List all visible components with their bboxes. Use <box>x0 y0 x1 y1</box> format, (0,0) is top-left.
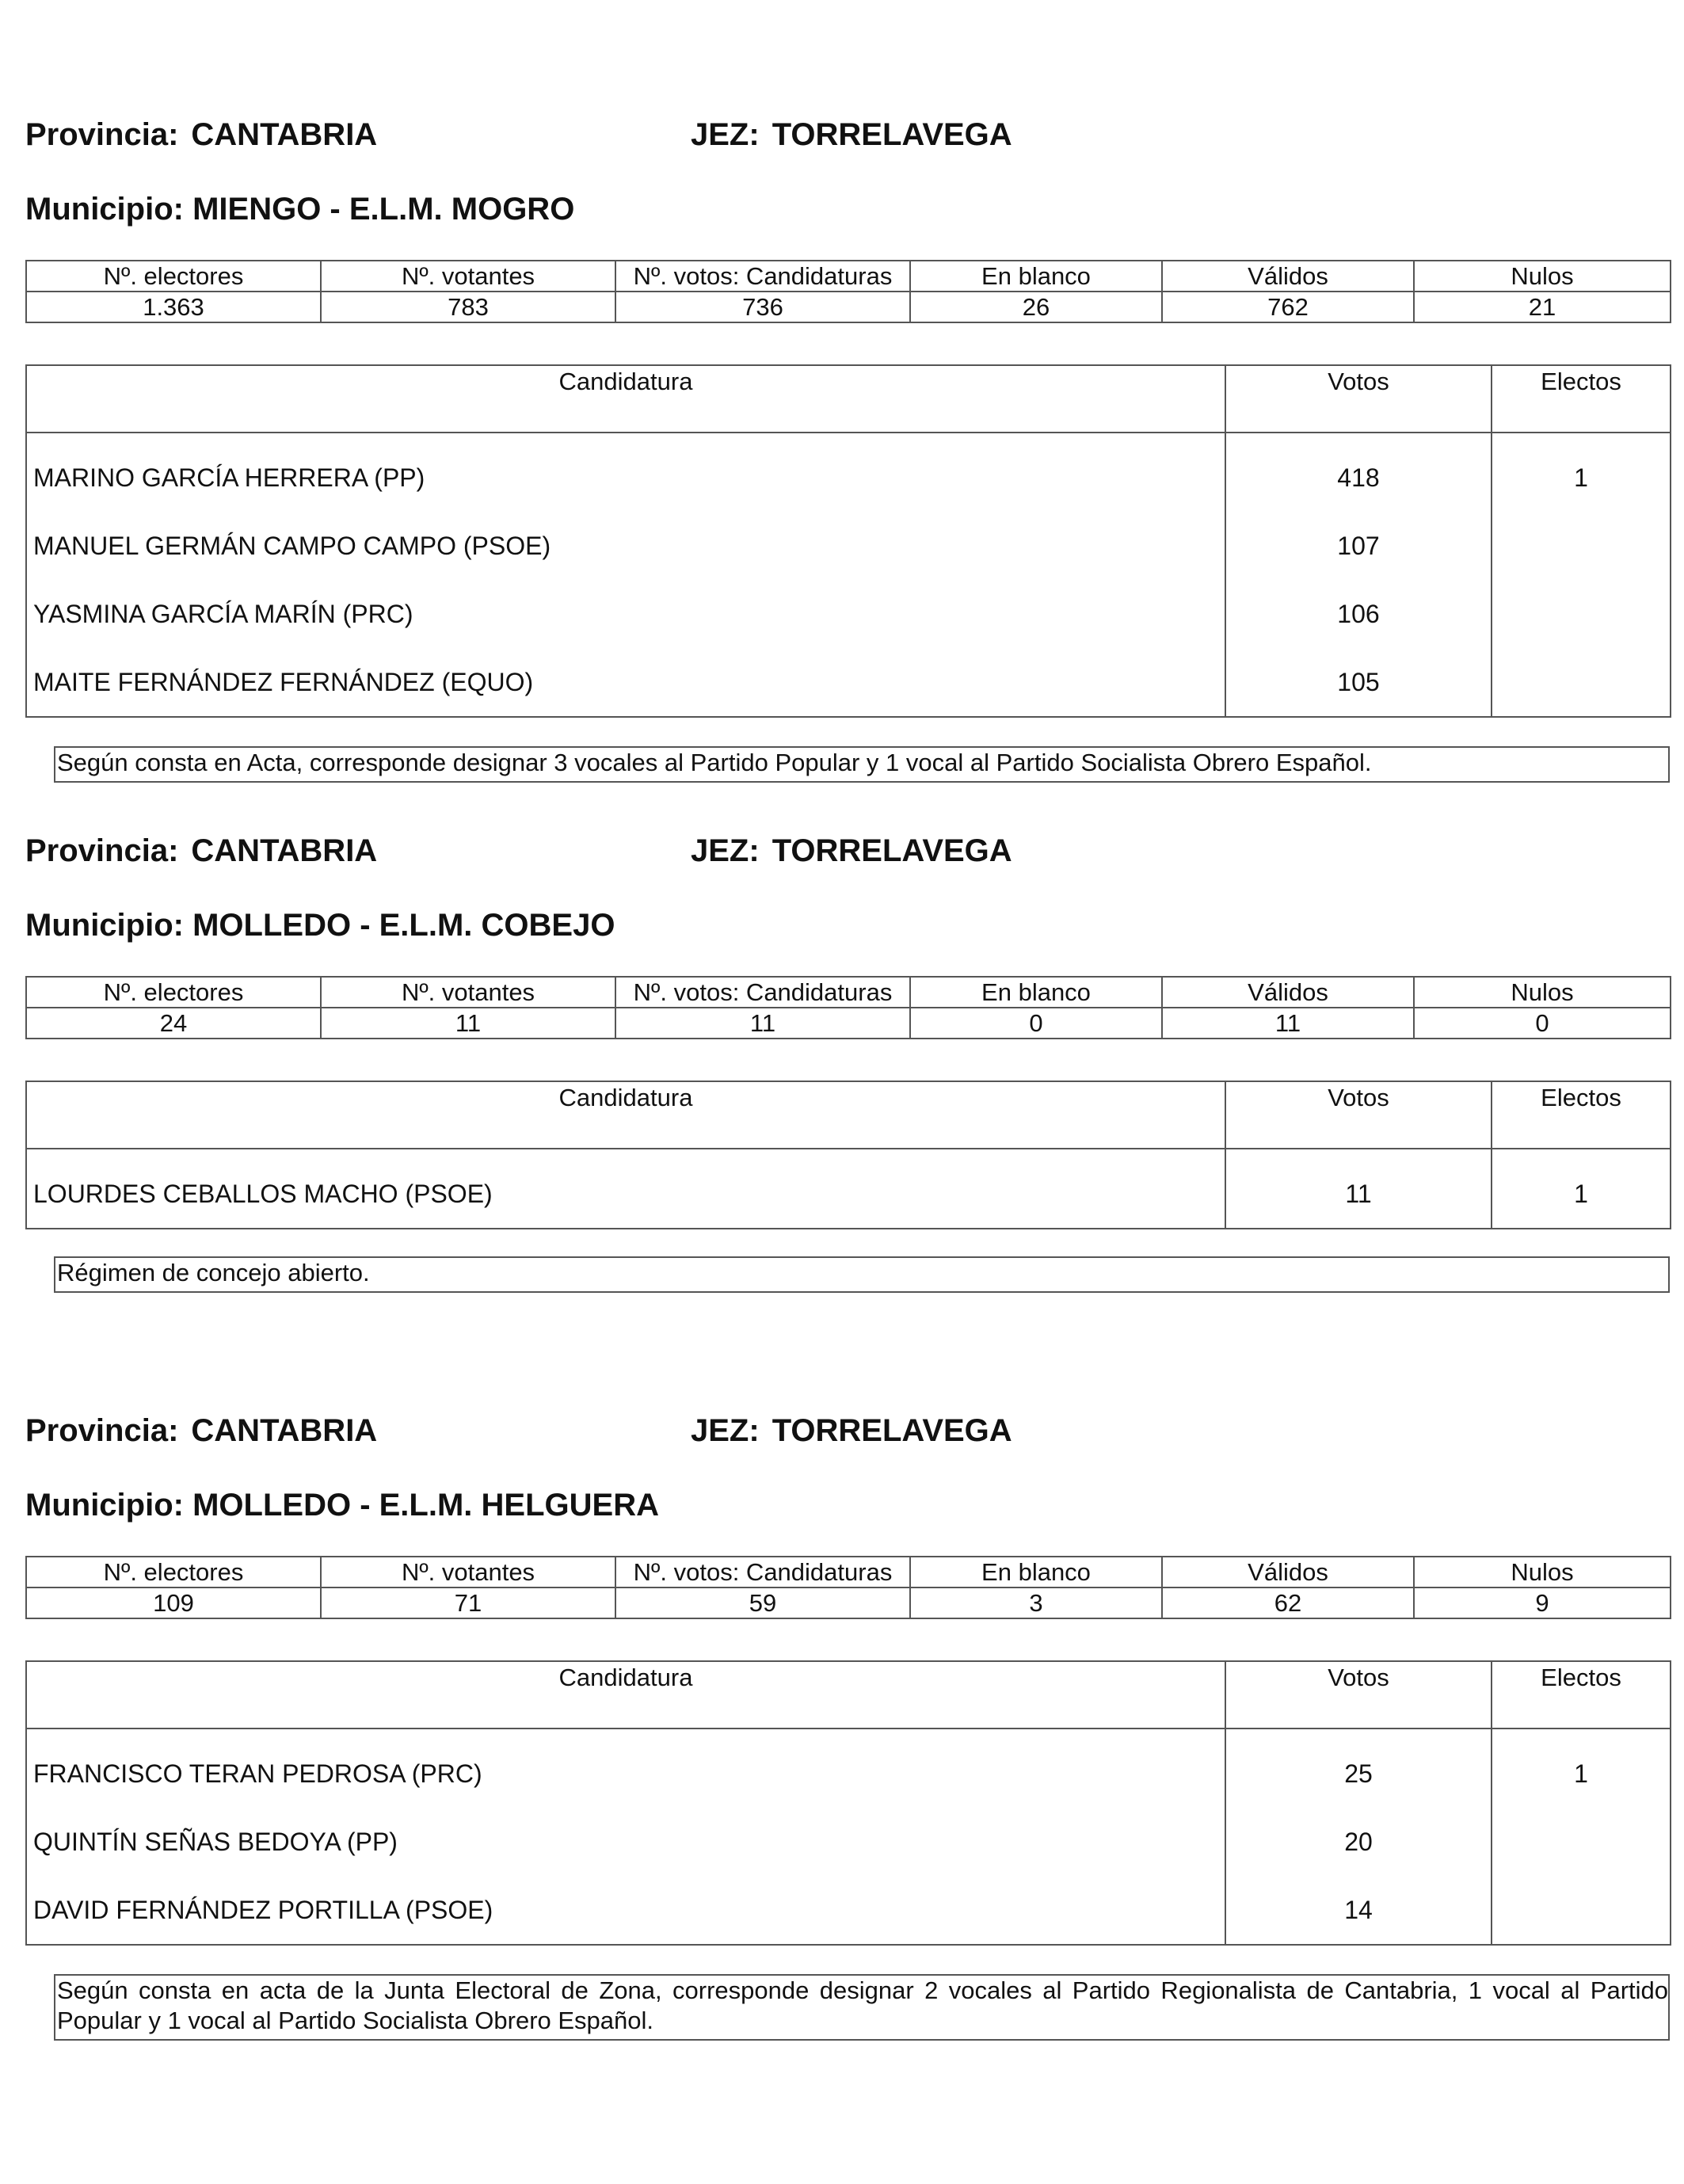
stats-header-row <box>26 261 1671 292</box>
header-nulos: Nulos <box>1414 977 1671 1008</box>
candidate-electos: 1 <box>1492 1729 1671 1808</box>
provincia-line: Provincia: CANTABRIA <box>25 117 378 152</box>
value-nulos: 0 <box>1414 1008 1671 1039</box>
candidate-name: MARINO GARCÍA HERRERA (PP) <box>26 433 1225 512</box>
municipio-line: Municipio: MOLLEDO - E.L.M. COBEJO <box>25 908 615 943</box>
candidate-row <box>26 1808 1671 1876</box>
value-en-blanco: 3 <box>910 1587 1162 1618</box>
header-en-blanco: En blanco <box>910 261 1162 292</box>
candidates-header-row <box>26 365 1671 433</box>
header-candidatura: Candidatura <box>26 1081 1225 1149</box>
candidate-name: MANUEL GERMÁN CAMPO CAMPO (PSOE) <box>26 512 1225 580</box>
header-validos: Válidos <box>1162 261 1414 292</box>
stats-value-row <box>26 1008 1671 1039</box>
note-box: Régimen de concejo abierto. <box>54 1256 1670 1293</box>
candidate-row <box>26 1149 1671 1229</box>
candidate-electos: 1 <box>1492 1149 1671 1229</box>
candidate-row <box>26 433 1671 512</box>
value-en-blanco: 0 <box>910 1008 1162 1039</box>
header-electos: Electos <box>1492 1081 1671 1149</box>
header-votantes: Nº. votantes <box>321 1557 615 1587</box>
value-votos-candidaturas: 736 <box>615 292 910 322</box>
value-nulos: 21 <box>1414 292 1671 322</box>
header-candidatura: Candidatura <box>26 1661 1225 1729</box>
header-electores: Nº. electores <box>26 261 321 292</box>
header-votantes: Nº. votantes <box>321 977 615 1008</box>
value-votantes: 71 <box>321 1587 615 1618</box>
stats-table <box>25 976 1671 1039</box>
candidate-votes: 105 <box>1225 648 1492 717</box>
candidates-table <box>25 1081 1671 1229</box>
header-votos-candidaturas: Nº. votos: Candidaturas <box>615 261 910 292</box>
value-electores: 109 <box>26 1587 321 1618</box>
header-nulos: Nulos <box>1414 261 1671 292</box>
value-validos: 762 <box>1162 292 1414 322</box>
header-votantes: Nº. votantes <box>321 261 615 292</box>
value-nulos: 9 <box>1414 1587 1671 1618</box>
candidate-votes: 14 <box>1225 1876 1492 1945</box>
candidate-electos: 1 <box>1492 433 1671 512</box>
stats-table <box>25 260 1671 323</box>
candidate-row <box>26 1876 1671 1945</box>
candidate-votes: 106 <box>1225 580 1492 648</box>
note-box: Según consta en acta de la Junta Electoral de Zona, corresponde designar 2 vocales al Partido Regionalista de Cantabria, 1 vocal al Partido Popular y 1 vocal al Partido Socialista Obrero Español. <box>54 1974 1670 2041</box>
candidate-row <box>26 580 1671 648</box>
candidate-name: MAITE FERNÁNDEZ FERNÁNDEZ (EQUO) <box>26 648 1225 717</box>
stats-value-row <box>26 292 1671 322</box>
candidate-electos <box>1492 512 1671 580</box>
candidates-table <box>25 364 1671 718</box>
header-electos: Electos <box>1492 1661 1671 1729</box>
candidate-row <box>26 1729 1671 1808</box>
header-votos: Votos <box>1225 365 1492 433</box>
candidate-votes: 25 <box>1225 1729 1492 1808</box>
header-votos-candidaturas: Nº. votos: Candidaturas <box>615 1557 910 1587</box>
candidate-electos <box>1492 1876 1671 1945</box>
value-validos: 62 <box>1162 1587 1414 1618</box>
value-en-blanco: 26 <box>910 292 1162 322</box>
header-en-blanco: En blanco <box>910 977 1162 1008</box>
jez-line: JEZ: TORRELAVEGA <box>691 833 1012 868</box>
stats-header-row <box>26 977 1671 1008</box>
header-candidatura: Candidatura <box>26 365 1225 433</box>
candidates-header-row <box>26 1661 1671 1729</box>
municipio-line: Municipio: MOLLEDO - E.L.M. HELGUERA <box>25 1488 659 1523</box>
header-en-blanco: En blanco <box>910 1557 1162 1587</box>
note-box: Según consta en Acta, corresponde designar 3 vocales al Partido Popular y 1 vocal al Partido Socialista Obrero Español. <box>54 746 1670 783</box>
candidate-electos <box>1492 1808 1671 1876</box>
stats-table <box>25 1556 1671 1619</box>
header-votos-candidaturas: Nº. votos: Candidaturas <box>615 977 910 1008</box>
header-validos: Válidos <box>1162 1557 1414 1587</box>
candidate-votes: 20 <box>1225 1808 1492 1876</box>
header-electores: Nº. electores <box>26 977 321 1008</box>
candidate-votes: 107 <box>1225 512 1492 580</box>
value-votos-candidaturas: 59 <box>615 1587 910 1618</box>
candidate-name: QUINTÍN SEÑAS BEDOYA (PP) <box>26 1808 1225 1876</box>
candidate-name: YASMINA GARCÍA MARÍN (PRC) <box>26 580 1225 648</box>
value-electores: 24 <box>26 1008 321 1039</box>
value-electores: 1.363 <box>26 292 321 322</box>
candidate-votes: 418 <box>1225 433 1492 512</box>
candidate-name: DAVID FERNÁNDEZ PORTILLA (PSOE) <box>26 1876 1225 1945</box>
provincia-line: Provincia: CANTABRIA <box>25 1413 378 1448</box>
header-votos: Votos <box>1225 1661 1492 1729</box>
candidates-header-row <box>26 1081 1671 1149</box>
header-validos: Válidos <box>1162 977 1414 1008</box>
candidates-table <box>25 1660 1671 1946</box>
header-votos: Votos <box>1225 1081 1492 1149</box>
candidate-row <box>26 512 1671 580</box>
value-votos-candidaturas: 11 <box>615 1008 910 1039</box>
jez-line: JEZ: TORRELAVEGA <box>691 1413 1012 1448</box>
candidate-row <box>26 648 1671 717</box>
value-votantes: 11 <box>321 1008 615 1039</box>
header-nulos: Nulos <box>1414 1557 1671 1587</box>
header-electores: Nº. electores <box>26 1557 321 1587</box>
candidate-name: LOURDES CEBALLOS MACHO (PSOE) <box>26 1149 1225 1229</box>
provincia-line: Provincia: CANTABRIA <box>25 833 378 868</box>
stats-value-row <box>26 1587 1671 1618</box>
municipio-line: Municipio: MIENGO - E.L.M. MOGRO <box>25 192 575 227</box>
stats-header-row <box>26 1557 1671 1587</box>
jez-line: JEZ: TORRELAVEGA <box>691 117 1012 152</box>
candidate-electos <box>1492 580 1671 648</box>
header-electos: Electos <box>1492 365 1671 433</box>
candidate-name: FRANCISCO TERAN PEDROSA (PRC) <box>26 1729 1225 1808</box>
candidate-electos <box>1492 648 1671 717</box>
value-validos: 11 <box>1162 1008 1414 1039</box>
candidate-votes: 11 <box>1225 1149 1492 1229</box>
value-votantes: 783 <box>321 292 615 322</box>
